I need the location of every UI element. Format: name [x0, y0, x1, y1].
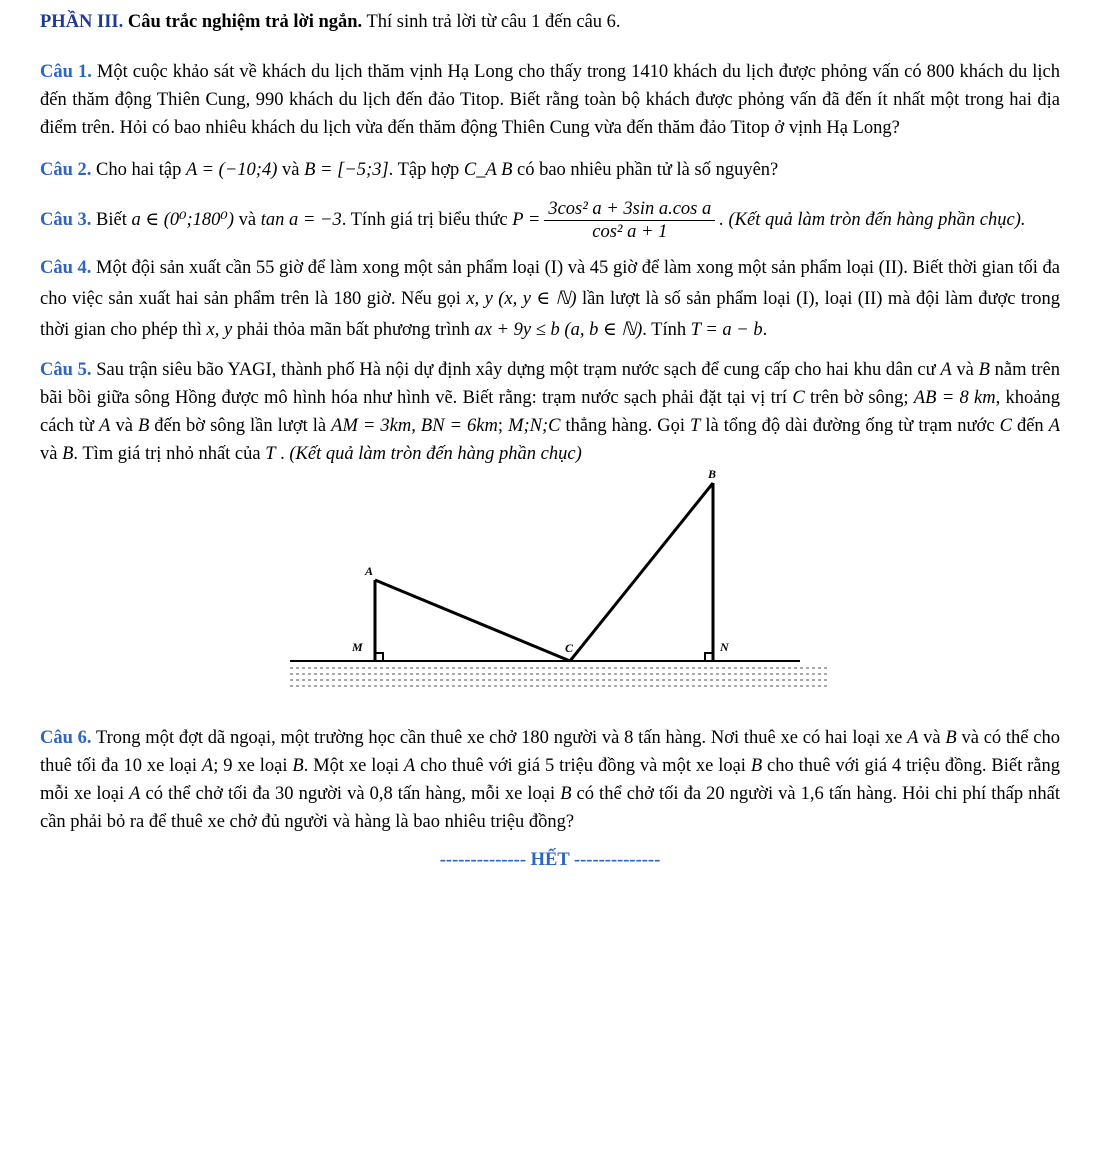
question-5: [40, 356, 1060, 468]
q5-text-g: đến bờ sông lần lượt là: [149, 416, 332, 436]
q5-text-h: ;: [497, 416, 509, 436]
question-6: [40, 724, 1060, 836]
label-a: A: [365, 564, 374, 578]
q5-c: C: [792, 388, 805, 408]
q3-cond-b: tan a = −3: [260, 209, 342, 230]
label-n: N: [720, 640, 729, 654]
q3-numerator: 3cos² a + 3sin a.cos a: [544, 198, 715, 221]
q5-c2: C: [999, 416, 1012, 436]
q4-text-a: Một đội sản xuất cần 55 giờ để làm xong một sản phẩm loại (I) và 45 giờ để làm xong một sản phẩm loại (II). Biết thời gian tối đa cho việc sản xuất hai sản phẩm trên là 180 giờ. Nếu gọi: [40, 258, 1060, 309]
q5-a3: A: [1048, 416, 1060, 436]
q6-text-b: và: [918, 728, 946, 748]
q5-text-m: . Tìm giá trị nhỏ nhất của: [73, 444, 266, 464]
q6-text-e: . Một xe loại: [303, 756, 404, 776]
q5-text-e: , khoảng cách từ: [40, 388, 1061, 436]
question-2: [40, 156, 1060, 184]
q6-text-f: cho thuê với giá 5 triệu đồng và một xe loại: [415, 756, 751, 776]
q5-t2: T: [265, 444, 276, 464]
q2-text-a: Cho hai tập: [91, 160, 186, 180]
q5-text-n: .: [275, 444, 290, 464]
river-diagram: [270, 468, 850, 718]
q5-b2: B: [137, 416, 150, 436]
q2-complement: C_A B: [463, 160, 513, 180]
q3-text-b: và: [234, 209, 261, 230]
q6-b4: B: [560, 784, 572, 804]
question-5-label: Câu 5.: [40, 360, 92, 380]
q4-vars: x, y (x, y ∈ ℕ): [466, 289, 577, 309]
q4-vars2: x, y: [206, 320, 233, 340]
q6-a3: A: [403, 756, 416, 776]
q5-b: B: [978, 360, 990, 380]
section-heading: [40, 8, 1060, 36]
q6-b2: B: [292, 756, 304, 776]
segment-cb: [570, 483, 713, 661]
question-4: [40, 253, 1060, 346]
q5-b3: B: [62, 444, 74, 464]
section-label: PHẦN III.: [40, 12, 124, 32]
q3-fraction: [544, 198, 715, 243]
q4-text-b: lần lượt là số sản phẩm loại (I), loại (II) mà đội làm được trong thời gian cho phép thì: [40, 289, 1060, 340]
q6-b: B: [945, 728, 957, 748]
q5-text-k: đến: [1011, 416, 1049, 436]
q4-text-e: .: [762, 320, 768, 340]
question-1-label: Câu 1.: [40, 62, 92, 82]
question-4-label: Câu 4.: [40, 258, 92, 278]
section-instruction: Thí sinh trả lời từ câu 1 đến câu 6.: [362, 12, 621, 32]
q5-a: A: [940, 360, 952, 380]
segment-ac: [375, 580, 570, 661]
question-2-label: Câu 2.: [40, 160, 92, 180]
q5-text-c: nằm trên bãi bồi giữa sông Hồng được mô hình hóa như hình vẽ. Biết rằng: trạm nước sạch phải đặt tại vị trí: [40, 360, 1060, 408]
q4-text-d: . Tính: [642, 320, 691, 340]
question-1: [40, 58, 1060, 142]
q2-text-d: có bao nhiêu phần tử là số nguyên?: [512, 160, 779, 180]
q5-text-d: trên bờ sông;: [804, 388, 914, 408]
q6-text-a: Trong một đợt dã ngoại, một trường học cần thuê xe chở 180 người và 8 tấn hàng. Nơi thuê xe có hai loại xe: [91, 728, 908, 748]
q6-text-h: có thể chở tối đa 30 người và 0,8 tấn hàng, mỗi xe loại: [140, 784, 561, 804]
q5-a2: A: [99, 416, 111, 436]
q5-dist: AM = 3km, BN = 6km: [331, 416, 498, 436]
q2-set-b: B = [−5;3]: [304, 160, 389, 180]
exam-page: [40, 8, 1060, 893]
q6-a4: A: [129, 784, 141, 804]
q5-text-l: và: [40, 444, 63, 464]
q5-note: (Kết quả làm tròn đến hàng phần chục): [289, 444, 582, 464]
q6-text-c: và có thể cho thuê tối đa 10 xe loại: [40, 728, 1060, 776]
q4-inequality: ax + 9y ≤ b (a, b ∈ ℕ): [474, 320, 643, 340]
q5-ab: AB = 8 km: [913, 388, 996, 408]
q6-b3: B: [750, 756, 763, 776]
q5-text-a: Sau trận siêu bão YAGI, thành phố Hà nội dự định xây dựng một trạm nước sạch để cung cấp cho hai khu dân cư: [91, 360, 941, 380]
q4-target: T = a − b: [690, 320, 763, 340]
q6-a: A: [907, 728, 919, 748]
q5-points: M;N;C: [508, 416, 561, 436]
q3-text-a: Biết: [91, 209, 132, 230]
q5-t: T: [690, 416, 701, 436]
question-3-label: Câu 3.: [40, 209, 92, 230]
q3-cond-a: a ∈ (0⁰;180⁰): [131, 209, 235, 230]
q2-set-a: A = (−10;4): [185, 160, 278, 180]
q2-text-c: . Tập hợp: [388, 160, 464, 180]
q6-text-g: cho thuê với giá 4 triệu đồng. Biết rằng mỗi xe loại: [40, 756, 1060, 804]
q5-text-j: là tổng độ dài đường ống từ trạm nước: [700, 416, 1000, 436]
section-title: Câu trắc nghiệm trả lời ngắn.: [123, 12, 363, 32]
q3-note: . (Kết quả làm tròn đến hàng phần chục).: [719, 209, 1026, 230]
q6-a2: A: [201, 756, 214, 776]
q2-text-b: và: [277, 160, 305, 180]
end-marker: -------------- HẾT --------------: [439, 850, 661, 870]
river-bank-hatching: [290, 668, 830, 686]
q5-text-i: thẳng hàng. Gọi: [560, 416, 691, 436]
question-6-label: Câu 6.: [40, 728, 92, 748]
question-3: [40, 198, 1060, 243]
label-m: M: [352, 640, 363, 654]
q6-text-d: ; 9 xe loại: [213, 756, 293, 776]
q5-text-f: và: [110, 416, 138, 436]
q3-denominator: cos² a + 1: [592, 222, 668, 242]
q6-text-i: có thể chở tối đa 20 người và 1,6 tấn hàng. Hỏi chi phí thấp nhất cần phải bỏ ra để thuê xe chở đủ người và hàng là bao nhiêu triệu đồng?: [40, 784, 1060, 832]
question-1-text: Một cuộc khảo sát về khách du lịch thăm vịnh Hạ Long cho thấy trong 1410 khách du lịch được phỏng vấn có 800 khách du lịch đến thăm động Thiên Cung, 990 khách du lịch đến đảo Titop. Biết rằng toàn bộ khách được phỏng vấn đã đến ít nhất một trong hai địa điểm trên. Hỏi có bao nhiêu khách du lịch vừa đến thăm động Thiên Cung vừa đến thăm đảo Titop ở vịnh Hạ Long?: [40, 62, 1060, 138]
label-b: B: [708, 468, 717, 481]
river-diagram-svg: [270, 468, 850, 718]
q5-text-b: và: [951, 360, 979, 380]
q4-text-c: phải thỏa mãn bất phương trình: [232, 320, 475, 340]
q3-p: P =: [512, 209, 541, 230]
label-c: C: [565, 641, 574, 655]
q3-text-c: . Tính giá trị biểu thức: [341, 209, 513, 230]
